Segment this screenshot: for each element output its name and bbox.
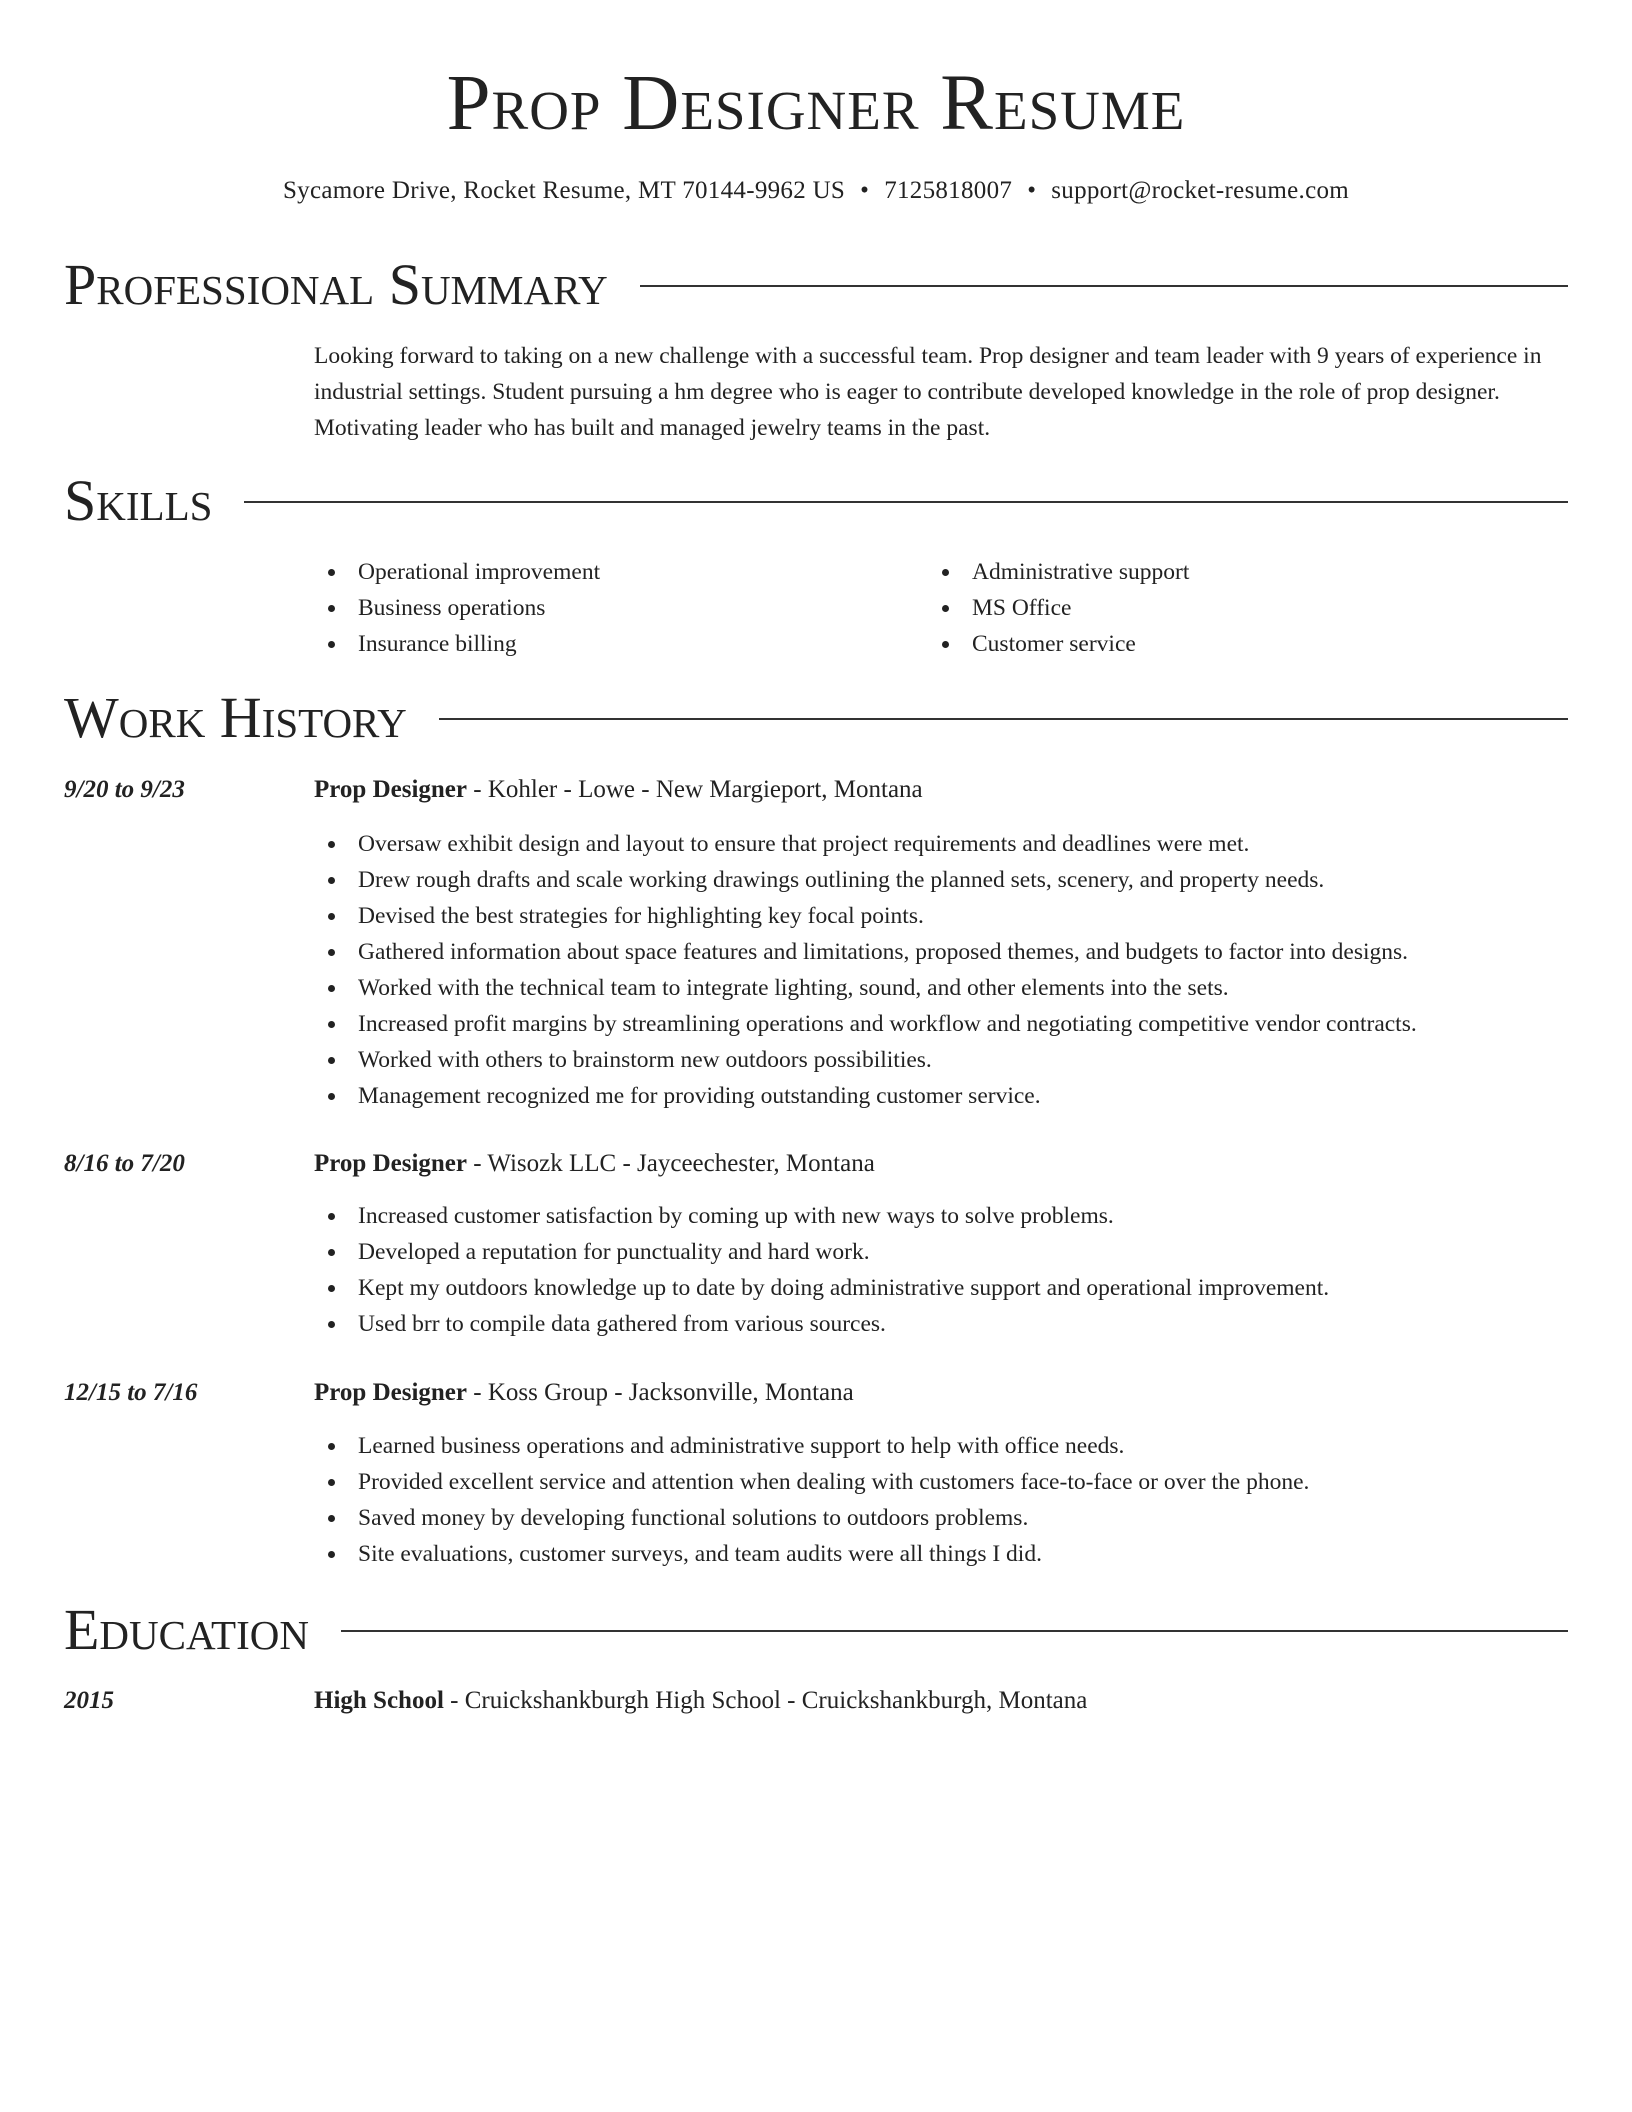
job-heading (314, 1376, 854, 1410)
contact-separator: • (860, 177, 870, 204)
work-heading: Work History (64, 685, 407, 750)
skill-item: Insurance billing (314, 626, 600, 662)
education-degree: High School (314, 1687, 444, 1714)
job-details: - Kohler - Lowe - New Margieport, Montana (467, 776, 923, 803)
contact-phone: 7125818007 (884, 177, 1013, 204)
job-bullet: Kept my outdoors knowledge up to date by doing administrative support and operational improvement. (314, 1270, 1329, 1306)
job-bullet: Management recognized me for providing outstanding customer service. (314, 1078, 1417, 1114)
contact-address: Sycamore Drive, Rocket Resume, MT 70144-9962 US (282, 177, 846, 204)
job-bullet: Provided excellent service and attention when dealing with customers face-to-face or over the phone. (314, 1464, 1309, 1500)
contact-separator: • (1027, 177, 1037, 204)
skills-list-right (928, 554, 1189, 662)
education-details: - Cruickshankburgh High School - Cruickshankburgh, Montana (443, 1687, 1088, 1714)
summary-section-header (64, 250, 1568, 320)
skill-item: Business operations (314, 590, 600, 626)
summary-heading: Professional Summary (64, 252, 608, 317)
job-bullet: Oversaw exhibit design and layout to ensure that project requirements and deadlines were met. (314, 826, 1417, 862)
job-bullet: Site evaluations, customer surveys, and team audits were all things I did. (314, 1536, 1309, 1572)
skill-item: MS Office (928, 590, 1189, 626)
section-divider (341, 1630, 1568, 1632)
resume-name: Prop Designer Resume (446, 60, 1186, 147)
job-title: Prop Designer (314, 1150, 467, 1177)
summary-text: Looking forward to taking on a new challenge with a successful team. Prop designer and team leader with 9 years of experience in industrial settings. Student pursuing a hm degree who is eager to contribute developed knowledge in the role of prop designer. Motivating leader who has built and managed jewelry teams in the past. (314, 343, 1542, 441)
job-details: - Wisozk LLC - Jayceechester, Montana (467, 1150, 875, 1177)
job-bullets (314, 1198, 1329, 1342)
section-divider (244, 501, 1568, 503)
job-bullet: Worked with the technical team to integrate lighting, sound, and other elements into the sets. (314, 970, 1417, 1006)
education-heading: Education (64, 1597, 309, 1662)
job-bullet: Increased customer satisfaction by coming up with new ways to solve problems. (314, 1198, 1329, 1234)
skills-list-left (314, 554, 600, 662)
education-year: 2015 (64, 1687, 114, 1714)
section-divider (439, 718, 1568, 720)
skill-item: Administrative support (928, 554, 1189, 590)
education-entry (314, 1684, 1087, 1718)
job-bullet: Learned business operations and administrative support to help with office needs. (314, 1428, 1309, 1464)
job-bullet: Increased profit margins by streamlining operations and workflow and negotiating competitive vendor contracts. (314, 1006, 1417, 1042)
job-bullet: Worked with others to brainstorm new outdoors possibilities. (314, 1042, 1417, 1078)
skills-heading: Skills (64, 468, 213, 533)
job-details: - Koss Group - Jacksonville, Montana (467, 1379, 854, 1406)
section-divider (640, 285, 1568, 287)
skills-section-header (64, 466, 1568, 536)
job-heading (314, 1147, 875, 1181)
contact-line (0, 174, 1632, 208)
contact-email: support@rocket-resume.com (1051, 177, 1350, 204)
job-bullet: Saved money by developing functional solutions to outdoors problems. (314, 1500, 1309, 1536)
job-bullet: Developed a reputation for punctuality and hard work. (314, 1234, 1329, 1270)
job-bullet: Used brr to compile data gathered from various sources. (314, 1306, 1329, 1342)
job-bullet: Drew rough drafts and scale working drawings outlining the planned sets, scenery, and property needs. (314, 862, 1417, 898)
job-dates: 12/15 to 7/16 (64, 1379, 198, 1406)
job-bullet: Gathered information about space features and limitations, proposed themes, and budgets to factor into designs. (314, 934, 1417, 970)
job-bullet: Devised the best strategies for highlighting key focal points. (314, 898, 1417, 934)
job-bullets (314, 1428, 1309, 1572)
education-section-header (64, 1595, 1568, 1665)
job-bullets (314, 826, 1417, 1114)
job-title: Prop Designer (314, 1379, 467, 1406)
skill-item: Customer service (928, 626, 1189, 662)
job-heading (314, 773, 923, 807)
work-section-header (64, 683, 1568, 753)
job-dates: 8/16 to 7/20 (64, 1150, 185, 1177)
job-title: Prop Designer (314, 776, 467, 803)
skill-item: Operational improvement (314, 554, 600, 590)
job-dates: 9/20 to 9/23 (64, 776, 185, 803)
